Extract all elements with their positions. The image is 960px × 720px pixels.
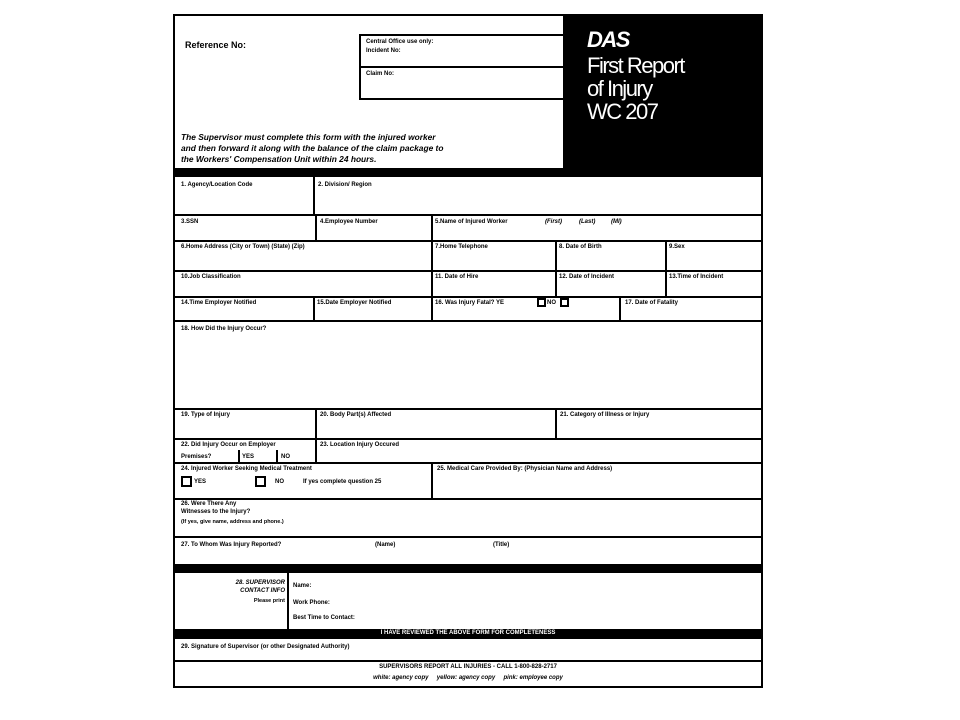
job-classification-label: 10.Job Classification [181, 274, 241, 280]
row-divider [313, 177, 315, 215]
witnesses-label-2: Witnesses to the Injury? [181, 509, 251, 515]
row-line [175, 462, 761, 464]
premises-label: Premises? [181, 454, 212, 460]
category-of-illness-label: 21. Category of Illness or Injury [560, 412, 650, 418]
fatal-no-checkbox[interactable] [560, 298, 569, 307]
witnesses-instructions: (If yes, give name, address and phone.) [181, 519, 284, 525]
medical-no-checkbox[interactable] [255, 476, 266, 487]
section-band [175, 564, 761, 573]
witnesses-label-1: 26. Were There Any [181, 501, 237, 507]
location-injury-occurred-label: 23. Location Injury Occured [320, 442, 400, 448]
instructions-line-1: The Supervisor must complete this form with the injured worker [181, 132, 436, 142]
title-das: DAS [587, 27, 629, 52]
to-whom-reported-label: 27. To Whom Was Injury Reported? [181, 542, 282, 548]
row-line [175, 660, 761, 662]
row-line [175, 270, 761, 272]
reference-number-label: Reference No: [185, 40, 247, 50]
supervisor-signature-label: 29. Signature of Supervisor (or other Designated Authority) [181, 644, 350, 650]
first-report-of-injury-form [173, 14, 763, 688]
row-line [175, 240, 761, 242]
copy-distribution-note: white: agency copy yellow: agency copy pink: employee copy [373, 675, 563, 681]
name-mi-hint: (MI) [611, 219, 622, 225]
fatal-no-label: NO [547, 300, 556, 306]
seeking-medical-treatment-label: 24. Injured Worker Seeking Medical Treatment [181, 466, 312, 472]
header-line [359, 34, 565, 36]
reported-title-hint: (Title) [493, 542, 510, 548]
name-first-hint: (First) [545, 219, 562, 225]
home-telephone-label: 7.Home Telephone [435, 244, 488, 250]
row-divider [431, 462, 433, 498]
reported-name-hint: (Name) [375, 542, 396, 548]
date-of-fatality-label: 17. Date of Fatality [625, 300, 679, 306]
header-line [359, 98, 565, 100]
review-statement: I HAVE REVIEWED THE ABOVE FORM FOR COMPLETENESS [380, 630, 556, 636]
row-divider [313, 296, 315, 320]
time-employer-notified-label: 14.Time Employer Notified [181, 300, 257, 306]
occur-on-premises-label: 22. Did Injury Occur on Employer [181, 442, 276, 448]
row-line [175, 498, 761, 500]
header-line [359, 66, 565, 68]
ssn-label: 3.SSN [181, 219, 199, 225]
sex-label: 9.Sex [669, 244, 685, 250]
date-of-incident-label: 12. Date of Incident [559, 274, 615, 280]
title-first-report: First Report [587, 53, 684, 78]
row-divider [555, 240, 557, 296]
fatal-yes-checkbox[interactable] [537, 298, 546, 307]
supervisor-work-phone-label: Work Phone: [293, 600, 330, 606]
time-of-incident-label: 13.Time of Incident [669, 274, 724, 280]
please-print-label: Please print [253, 598, 285, 604]
date-of-hire-label: 11. Date of Hire [435, 274, 479, 280]
row-divider [431, 240, 433, 320]
incident-number-label: Incident No: [366, 48, 401, 54]
report-all-injuries-notice: SUPERVISORS REPORT ALL INJURIES - CALL 1-800-828-2717 [379, 664, 557, 670]
header-band [175, 168, 761, 177]
row-line [175, 438, 761, 440]
injured-worker-name-label: 5.Name of Injured Worker [435, 219, 508, 225]
agency-location-code-label: 1. Agency/Location Code [181, 182, 253, 188]
row-line [175, 408, 761, 410]
medical-yes-label: YES [194, 479, 207, 485]
row-divider [665, 240, 667, 296]
claim-number-label: Claim No: [366, 71, 395, 77]
medical-care-provided-label: 25. Medical Care Provided By: (Physician Name and Address) [437, 466, 613, 472]
premises-yes-box [238, 450, 240, 462]
instructions-line-3: the Workers' Compensation Unit within 24 hours. [181, 154, 377, 164]
row-divider [315, 408, 317, 462]
title-wc-207: WC 207 [587, 99, 658, 124]
home-address-label: 6.Home Address (City or Town) (State) (Zip) [181, 244, 305, 250]
date-of-birth-label: 8. Date of Birth [559, 244, 602, 250]
row-line [175, 320, 761, 322]
row-divider [315, 214, 317, 240]
complete-question-25-note: If yes complete question 25 [303, 479, 382, 485]
medical-no-label: NO [275, 479, 284, 485]
row-divider [431, 214, 433, 240]
row-divider [555, 408, 557, 438]
division-region-label: 2. Division/ Region [318, 182, 372, 188]
row-line [175, 296, 761, 298]
supervisor-name-label: Name: [293, 583, 312, 589]
how-injury-occurred-label: 18. How Did the Injury Occur? [181, 326, 267, 332]
best-time-to-contact-label: Best Time to Contact: [293, 615, 355, 621]
employee-number-label: 4.Employee Number [320, 219, 378, 225]
premises-no-box [276, 450, 278, 462]
medical-yes-checkbox[interactable] [181, 476, 192, 487]
title-of-injury: of Injury [587, 76, 652, 101]
name-last-hint: (Last) [579, 219, 596, 225]
instructions-line-2: and then forward it along with the balance of the claim package to [181, 143, 444, 153]
row-divider [619, 296, 621, 320]
premises-yes-label: YES [242, 454, 255, 460]
supervisor-section-label-1: 28. SUPERVISOR [235, 580, 285, 586]
body-parts-affected-label: 20. Body Part(s) Affected [320, 412, 392, 418]
supervisor-section-label-2: CONTACT INFO [240, 588, 285, 594]
row-line [175, 214, 761, 216]
supervisor-divider [287, 573, 289, 629]
type-of-injury-label: 19. Type of Injury [181, 412, 230, 418]
row-line [175, 536, 761, 538]
title-block [563, 16, 763, 168]
date-employer-notified-label: 15.Date Employer Notified [317, 300, 392, 306]
central-office-label: Central Office use only: [366, 39, 434, 45]
premises-no-label: NO [281, 454, 290, 460]
injury-fatal-label: 16. Was Injury Fatal? YE [435, 300, 505, 306]
